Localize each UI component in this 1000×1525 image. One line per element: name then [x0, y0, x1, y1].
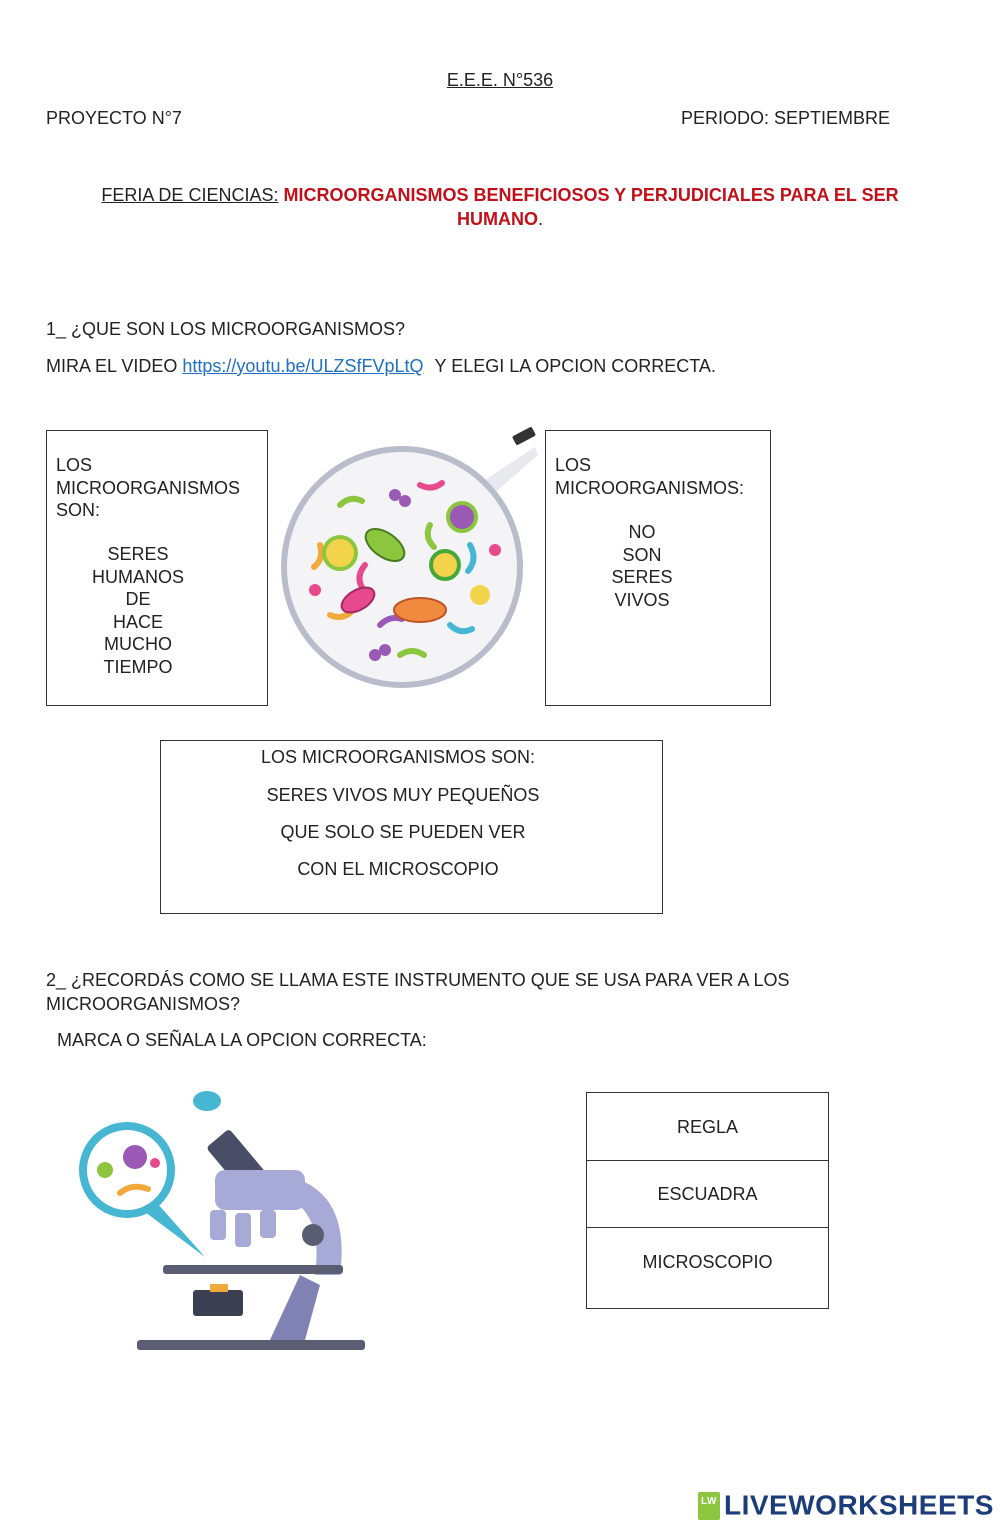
- option-head-line: MICROORGANISMOS:: [555, 477, 745, 498]
- option-body-line: NO: [628, 522, 656, 542]
- option-line: SERES VIVOS MUY PEQUEÑOS: [266, 785, 540, 805]
- option-body-line: DE: [125, 589, 151, 609]
- option-microscopio[interactable]: MICROSCOPIO: [642, 1252, 773, 1272]
- option-head-line: LOS: [56, 455, 93, 475]
- option-body-line: HACE: [112, 611, 163, 632]
- option-body-line: SERES: [107, 544, 169, 564]
- instrument-options-table: [586, 1092, 829, 1309]
- option-body: [546, 521, 738, 611]
- question-2-line1: 2_ ¿RECORDÁS COMO SE LLAMA ESTE INSTRUMENTO QUE SE USA PARA VER A LOS: [46, 970, 790, 990]
- option-body-line: SERES: [611, 567, 673, 587]
- title-topic-line2: HUMANO: [456, 209, 538, 229]
- question-1-instruction: [46, 356, 716, 377]
- title-dot: .: [537, 209, 543, 229]
- option-body-line: MUCHO: [104, 634, 172, 654]
- school-name: E.E.E. N°536: [446, 70, 554, 90]
- video-link[interactable]: https://youtu.be/ULZSfFVpLtQ: [182, 356, 424, 376]
- option-head: [555, 454, 744, 499]
- option-body-line: SON: [622, 544, 662, 565]
- period: PERIODO: SEPTIEMBRE: [681, 108, 891, 128]
- option-box-living-small[interactable]: [160, 740, 663, 914]
- option-head: [56, 454, 240, 522]
- title-topic-line1: MICROORGANISMOS BENEFICIOSOS Y PERJUDICIALES PARA EL SER: [283, 185, 899, 205]
- option-box-humans[interactable]: [46, 430, 268, 706]
- option-head-line: LOS: [555, 455, 592, 475]
- option-escuadra[interactable]: ESCUADRA: [587, 1161, 828, 1228]
- option-head-line: MICROORGANISMOS: [56, 477, 241, 498]
- logo-badge: LW: [698, 1492, 720, 1520]
- option-line: LOS MICROORGANISMOS SON:: [260, 747, 536, 767]
- project-number: PROYECTO N°7: [46, 108, 182, 128]
- option-head-line: SON:: [56, 500, 101, 520]
- option-box-not-living[interactable]: [545, 430, 771, 706]
- page-title: [0, 183, 1000, 231]
- liveworksheets-logo: [698, 1488, 994, 1522]
- instruction-prefix: MIRA EL VIDEO: [46, 356, 178, 376]
- question-1: 1_ ¿QUE SON LOS MICROORGANISMOS?: [46, 319, 406, 339]
- option-body-line: HUMANOS: [91, 566, 184, 587]
- option-regla[interactable]: REGLA: [587, 1093, 828, 1161]
- option-body-line: VIVOS: [614, 589, 670, 610]
- question-2-line2: MICROORGANISMOS?: [46, 994, 241, 1014]
- microscope-illustration: [75, 1085, 375, 1360]
- question-2: [46, 968, 790, 1016]
- option-body-line: TIEMPO: [103, 656, 173, 677]
- logo-text: LIVEWORKSHEETS: [724, 1489, 994, 1521]
- option-line: CON EL MICROSCOPIO: [297, 859, 499, 879]
- microorganisms-illustration: [270, 425, 545, 707]
- question-2-instruction: MARCA O SEÑALA LA OPCION CORRECTA:: [57, 1030, 427, 1050]
- title-prefix: FERIA DE CIENCIAS:: [101, 185, 279, 205]
- option-body: [47, 543, 229, 678]
- option-line: QUE SOLO SE PUEDEN VER: [280, 822, 526, 842]
- instruction-suffix: Y ELEGI LA OPCION CORRECTA.: [434, 356, 716, 376]
